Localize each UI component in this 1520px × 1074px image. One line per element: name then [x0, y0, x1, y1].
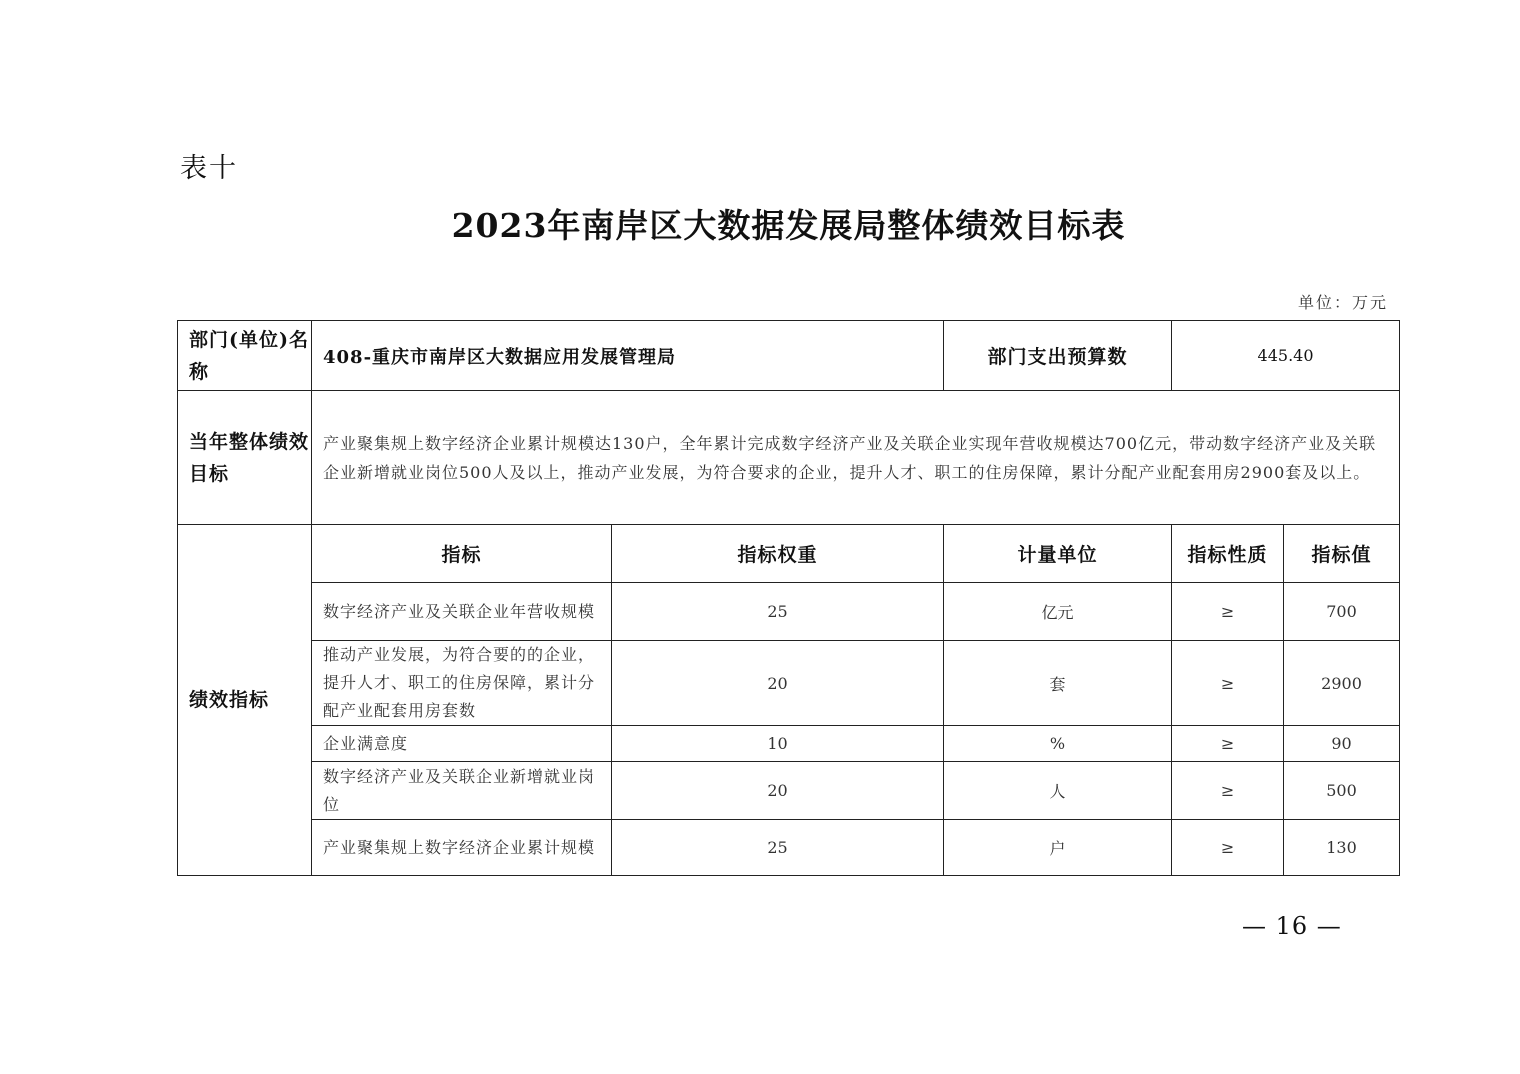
- indicator-name: 推动产业发展，为符合要的的企业，提升人才、职工的住房保障，累计分配产业配套用房套数: [312, 641, 612, 726]
- indicator-name: 产业聚集规上数字经济企业累计规模: [312, 820, 612, 876]
- indicator-unit: 户: [944, 820, 1172, 876]
- indicator-unit: 套: [944, 641, 1172, 726]
- indicator-name: 企业满意度: [312, 726, 612, 762]
- table-row: [178, 726, 1400, 762]
- col-header-indicator: 指标: [312, 525, 612, 583]
- indicator-nature: ≥: [1172, 762, 1284, 820]
- col-header-nature: 指标性质: [1172, 525, 1284, 583]
- col-header-value: 指标值: [1284, 525, 1400, 583]
- dept-name-value: 408-重庆市南岸区大数据应用发展管理局: [312, 321, 944, 391]
- indicator-unit: 人: [944, 762, 1172, 820]
- col-header-unit: 计量单位: [944, 525, 1172, 583]
- indicator-name: 数字经济产业及关联企业新增就业岗位: [312, 762, 612, 820]
- budget-value: 445.40: [1172, 321, 1400, 391]
- indicator-value: 130: [1284, 820, 1400, 876]
- col-header-weight: 指标权重: [612, 525, 944, 583]
- table-row: [178, 762, 1400, 820]
- indicator-name: 数字经济产业及关联企业年营收规模: [312, 583, 612, 641]
- indicator-value: 500: [1284, 762, 1400, 820]
- annual-goal-text: 产业聚集规上数字经济企业累计规模达130户，全年累计完成数字经济产业及关联企业实现年营收规模达700亿元，带动数字经济产业及关联企业新增就业岗位500人及以上，推动产业发展，为符合要求的企业，提升人才、职工的住房保障，累计分配产业配套用房2900套及以上。: [312, 391, 1400, 525]
- department-info-row: [178, 321, 1400, 391]
- indicators-section-label: 绩效指标: [178, 525, 312, 876]
- annual-goal-label: 当年整体绩效目标: [178, 391, 312, 525]
- indicator-unit: 亿元: [944, 583, 1172, 641]
- indicator-nature: ≥: [1172, 583, 1284, 641]
- indicator-weight: 25: [612, 583, 944, 641]
- page-number: — 16 —: [1242, 912, 1342, 940]
- indicator-weight: 20: [612, 762, 944, 820]
- indicator-nature: ≥: [1172, 820, 1284, 876]
- unit-note: 单位：万元: [1297, 293, 1388, 312]
- indicator-nature: ≥: [1172, 726, 1284, 762]
- indicator-nature: ≥: [1172, 641, 1284, 726]
- indicator-value: 700: [1284, 583, 1400, 641]
- annual-goal-row: [178, 391, 1400, 525]
- performance-goal-table: [177, 320, 1400, 876]
- table-row: [178, 641, 1400, 726]
- table-row: [178, 820, 1400, 876]
- indicator-value: 90: [1284, 726, 1400, 762]
- dept-name-label: 部门(单位)名称: [178, 321, 312, 391]
- table-row: [178, 583, 1400, 641]
- indicator-weight: 25: [612, 820, 944, 876]
- table-number-label: 表十: [180, 153, 238, 184]
- document-title: 2023年南岸区大数据发展局整体绩效目标表: [451, 206, 1126, 245]
- budget-label: 部门支出预算数: [944, 321, 1172, 391]
- indicator-weight: 20: [612, 641, 944, 726]
- indicator-unit: %: [944, 726, 1172, 762]
- indicator-weight: 10: [612, 726, 944, 762]
- indicator-header-row: [178, 525, 1400, 583]
- indicator-value: 2900: [1284, 641, 1400, 726]
